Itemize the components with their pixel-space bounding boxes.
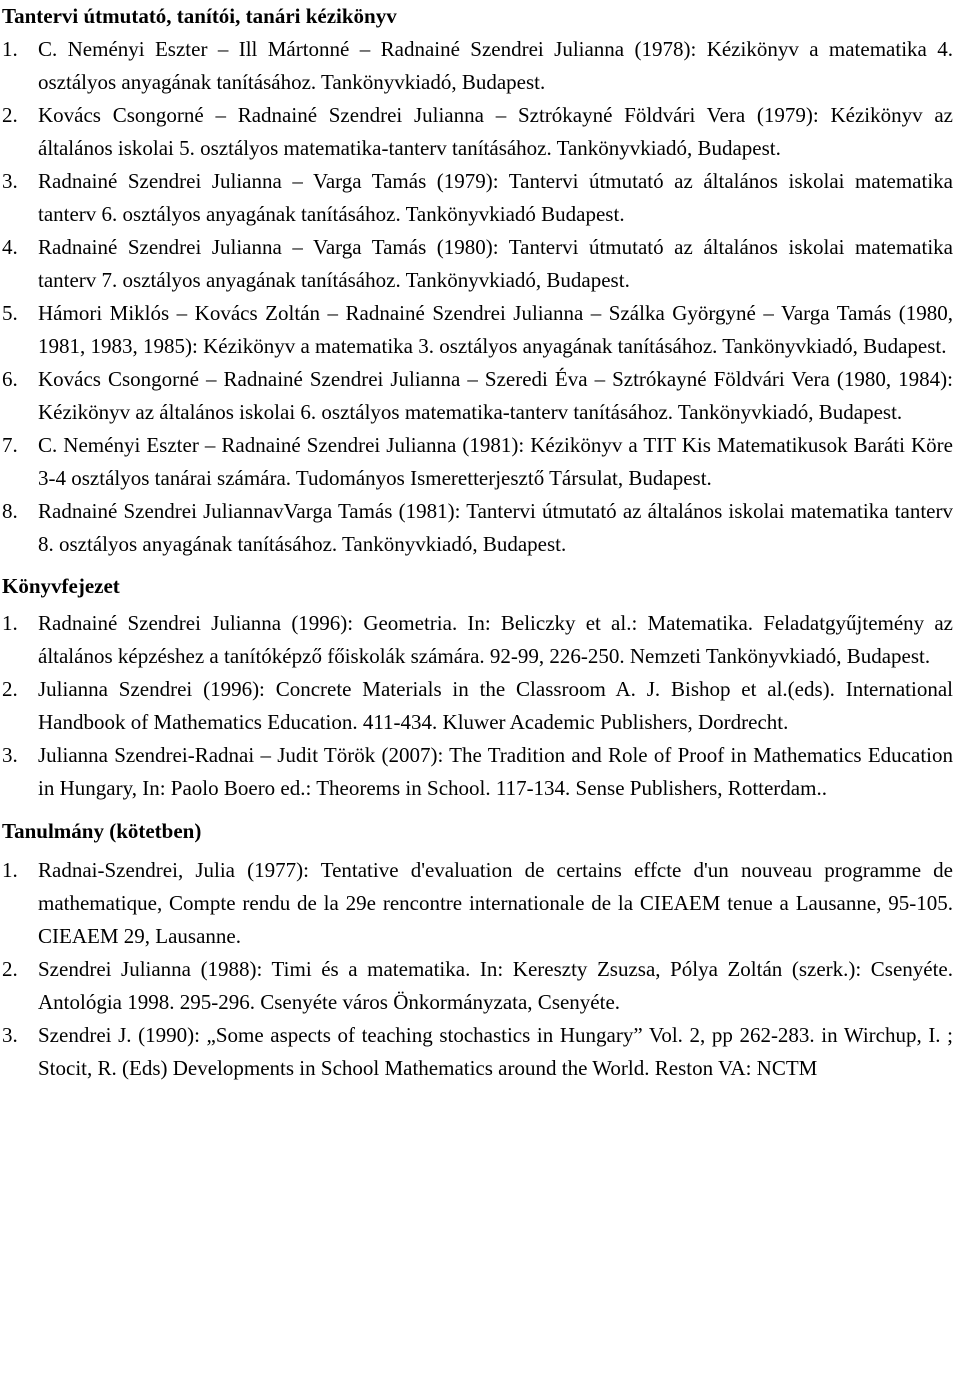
list-item xyxy=(0,99,953,165)
item-number: 1. xyxy=(2,37,18,61)
item-number: 2. xyxy=(2,103,18,127)
reference-list xyxy=(0,854,953,1085)
section-title: Tanulmány (kötetben) xyxy=(2,819,202,843)
list-item xyxy=(0,231,953,297)
item-text: Kovács Csongorné – Radnainé Szendrei Julianna – Sztrókayné Földvári Vera (1979): Kézikönyv az általános iskolai 5. osztályos matematika-tanterv tanításához. Tankönyvkiadó, Budapest. xyxy=(38,103,953,160)
item-number: 4. xyxy=(2,235,18,259)
item-number: 8. xyxy=(2,499,18,523)
list-item xyxy=(0,607,953,673)
item-number: 3. xyxy=(2,1023,18,1047)
item-number: 2. xyxy=(2,677,18,701)
item-text: Julianna Szendrei (1996): Concrete Materials in the Classroom A. J. Bishop et al.(eds). International Handbook of Mathematics Education. 411-434. Kluwer Academic Publishers, Dordrecht. xyxy=(38,677,953,734)
item-number: 2. xyxy=(2,957,18,981)
item-number: 3. xyxy=(2,743,18,767)
list-item xyxy=(0,429,953,495)
item-number: 5. xyxy=(2,301,18,325)
item-text: Julianna Szendrei-Radnai – Judit Török (2007): The Tradition and Role of Proof in Mathematics Education in Hungary, In: Paolo Boero ed.: Theorems in School. 117-134. Sense Publishers, Rotterdam.. xyxy=(38,743,953,800)
list-item xyxy=(0,673,953,739)
item-text: C. Neményi Eszter – Radnainé Szendrei Julianna (1981): Kézikönyv a TIT Kis Matematikusok Baráti Köre 3-4 osztályos tanárai számára. Tudományos Ismeretterjesztő Társulat, Budapest. xyxy=(38,433,953,490)
list-item xyxy=(0,495,953,561)
section-title: Könyvfejezet xyxy=(2,574,120,598)
item-number: 1. xyxy=(2,858,18,882)
section-title: Tantervi útmutató, tanítói, tanári kézikönyv xyxy=(2,4,397,28)
list-item xyxy=(0,1019,953,1085)
item-text: Szendrei J. (1990): „Some aspects of teaching stochastics in Hungary” Vol. 2, pp 262-283. in Wirchup, I. ; Stocit, R. (Eds) Developments in School Mathematics around the World. Reston VA: NCTM xyxy=(38,1023,953,1080)
list-item xyxy=(0,297,953,363)
item-number: 1. xyxy=(2,611,18,635)
item-text: Szendrei Julianna (1988): Timi és a matematika. In: Kereszty Zsuzsa, Pólya Zoltán (szerk.): Csenyéte. Antológia 1998. 295-296. Csenyéte város Önkormányzata, Csenyéte. xyxy=(38,957,953,1014)
item-number: 7. xyxy=(2,433,18,457)
item-text: Radnainé Szendrei Julianna – Varga Tamás (1979): Tantervi útmutató az általános iskolai matematika tanterv 6. osztályos anyagának tanításához. Tankönyvkiadó Budapest. xyxy=(38,169,953,226)
item-number: 3. xyxy=(2,169,18,193)
item-text: Radnainé Szendrei JuliannavVarga Tamás (1981): Tantervi útmutató az általános iskolai matematika tanterv 8. osztályos anyagának tanításához. Tankönyvkiadó, Budapest. xyxy=(38,499,953,556)
list-item xyxy=(0,953,953,1019)
section-konyvfejezet xyxy=(0,570,953,805)
item-text: Hámori Miklós – Kovács Zoltán – Radnainé Szendrei Julianna – Szálka Györgyné – Varga Tamás (1980, 1981, 1983, 1985): Kézikönyv a matematika 3. osztályos anyagának tanításához. Tankönyvkiadó, Budapest. xyxy=(38,301,953,358)
item-number: 6. xyxy=(2,367,18,391)
list-item xyxy=(0,33,953,99)
section-tanulmany-kotetben xyxy=(0,815,953,1085)
item-text: Kovács Csongorné – Radnainé Szendrei Julianna – Szeredi Éva – Sztrókayné Földvári Vera (1980, 1984): Kézikönyv az általános iskolai 6. osztályos matematika-tanterv tanításához. Tankönyvkiadó, Budapest. xyxy=(38,367,953,424)
reference-list xyxy=(0,607,953,805)
item-text: Radnainé Szendrei Julianna – Varga Tamás (1980): Tantervi útmutató az általános iskolai matematika tanterv 7. osztályos anyagának tanításához. Tankönyvkiadó, Budapest. xyxy=(38,235,953,292)
section-tantervi-utmutato xyxy=(0,0,953,561)
list-item xyxy=(0,739,953,805)
item-text: C. Neményi Eszter – Ill Mártonné – Radnainé Szendrei Julianna (1978): Kézikönyv a matematika 4. osztályos anyagának tanításához. Tankönyvkiadó, Budapest. xyxy=(38,37,953,94)
item-text: Radnainé Szendrei Julianna (1996): Geometria. In: Beliczky et al.: Matematika. Feladatgyűjtemény az általános képzéshez a tanítóképző főiskolák számára. 92-99, 226-250. Nemzeti Tankönyvkiadó, Budapest. xyxy=(38,611,953,668)
item-text: Radnai-Szendrei, Julia (1977): Tentative d'evaluation de certains effcte d'un nouveau programme de mathematique, Compte rendu de la 29e rencontre internationale de la CIEAEM tenue a Lausanne, 95-105. CIEAEM 29, Lausanne. xyxy=(38,858,953,948)
reference-list xyxy=(0,33,953,561)
list-item xyxy=(0,363,953,429)
list-item xyxy=(0,165,953,231)
list-item xyxy=(0,854,953,953)
